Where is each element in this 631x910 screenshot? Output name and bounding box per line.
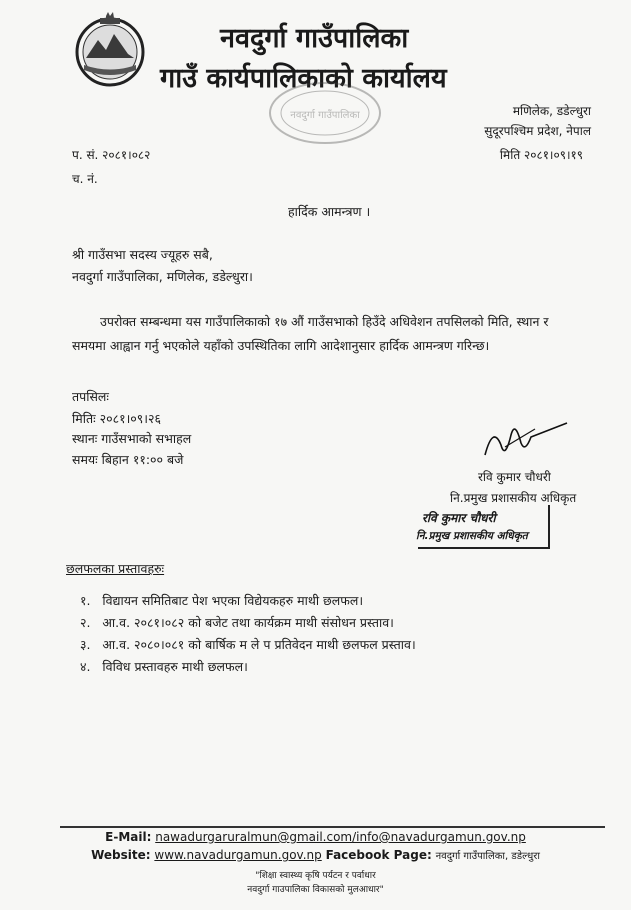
proposal-number: ३. — [80, 637, 91, 652]
proposal-item — [80, 658, 248, 675]
dispatch-number: च. नं. — [72, 172, 98, 186]
website-link[interactable]: www.navadurgamun.gov.np — [154, 848, 322, 862]
recipient-line-2: नवदुर्गा गाउँपालिका, मणिलेक, डडेल्धुरा। — [72, 269, 253, 284]
recipient-line-1: श्री गाउँसभा सदस्य ज्यूहरु सबै, — [72, 247, 213, 262]
office-subtitle: गाउँ कार्यपालिकाको कार्यालय — [160, 63, 447, 94]
email-link-2[interactable]: /info@navadurgamun.gov.np — [352, 830, 526, 844]
signatory-name: रवि कुमार चौधरी — [478, 470, 551, 484]
proposal-item — [80, 636, 416, 653]
proposal-text: विविध प्रस्तावहरु माथी छलफल। — [102, 659, 248, 674]
facebook-page: नवदुर्गा गाउँपालिका, डडेल्धुरा — [435, 851, 540, 862]
slogan-line-1: "शिक्षा स्वास्थ्य कृषि पर्यटन र पर्वाधार — [255, 871, 376, 881]
proposal-text: आ.व. २०८१।०८२ को बजेट तथा कार्यक्रम माथी संसोधन प्रस्ताव। — [102, 615, 394, 630]
details-place: स्थानः गाउँसभाको सभाहल — [72, 431, 192, 446]
slogan-line-2: नवदुर्गा गाउपालिका विकासको मुलआधार" — [247, 885, 384, 895]
details-time: समयः बिहान ११:०० बजे — [72, 452, 184, 467]
signatory-designation: नि.प्रमुख प्रशासकीय अधिकृत — [450, 491, 577, 505]
footer-web-row — [0, 848, 631, 862]
letter-subject: हार्दिक आमन्त्रण । — [288, 204, 371, 219]
letter-number: प. सं. २०८१।०८२ — [72, 148, 151, 162]
body-paragraph: उपरोक्त सम्बन्धमा यस गाउँपालिकाको १७ औं गाउँसभाको हिउँदे अधिवेशन तपसिलको मिति, स्थान र समयमा आह्वान गर्नु भएकोले यहाँको उपस्थितिका लागि आदेशानुसार हार्दिक आमन्त्रण गरिन्छ। — [72, 314, 549, 353]
office-stamp-icon — [265, 78, 385, 153]
proposal-number: ४. — [80, 659, 91, 674]
email-label: E-Mail: — [105, 830, 152, 844]
signatory-stamp — [418, 505, 550, 549]
facebook-label: Facebook Page: — [325, 848, 432, 862]
proposal-number: २. — [80, 615, 91, 630]
nepal-emblem-icon — [70, 10, 150, 88]
proposal-text: आ.व. २०८०।०८१ को बार्षिक म ले प प्रतिवेदन माथी छलफल प्रस्ताव। — [102, 637, 416, 652]
footer-email-row — [0, 830, 631, 844]
email-link-1[interactable]: nawadurgaruralmun@gmail.com — [155, 830, 353, 844]
address-line-2: सुदूरपश्चिम प्रदेश, नेपाल — [484, 124, 591, 138]
letter-date: मिति २०८१।०९।१९ — [499, 148, 583, 162]
details-heading: तपसिलः — [72, 389, 109, 404]
office-title: नवदुर्गा गाउँपालिका — [220, 23, 409, 54]
address-line-1: मणिलेक, डडेल्धुरा — [512, 104, 591, 118]
stamp-text: नवदुर्गा गाउँपालिका — [290, 110, 360, 121]
proposal-text: विद्यायन समितिबाट पेश भएका विद्येयकहरु माथी छलफल। — [102, 593, 364, 608]
proposals-heading: छलफलका प्रस्तावहरुः — [66, 561, 165, 576]
website-label: Website: — [91, 848, 151, 862]
proposal-item — [80, 614, 394, 631]
stamp-designation: नि.प्रमुख प्रशासकीय अधिकृत — [416, 530, 528, 542]
footer-divider — [60, 826, 605, 828]
proposal-number: १. — [80, 593, 91, 608]
proposal-item — [80, 592, 363, 609]
stamp-name: रवि कुमार चौधरी — [422, 511, 496, 525]
signature-icon — [475, 415, 570, 465]
details-date: मितिः २०८१।०९।२६ — [72, 411, 162, 426]
